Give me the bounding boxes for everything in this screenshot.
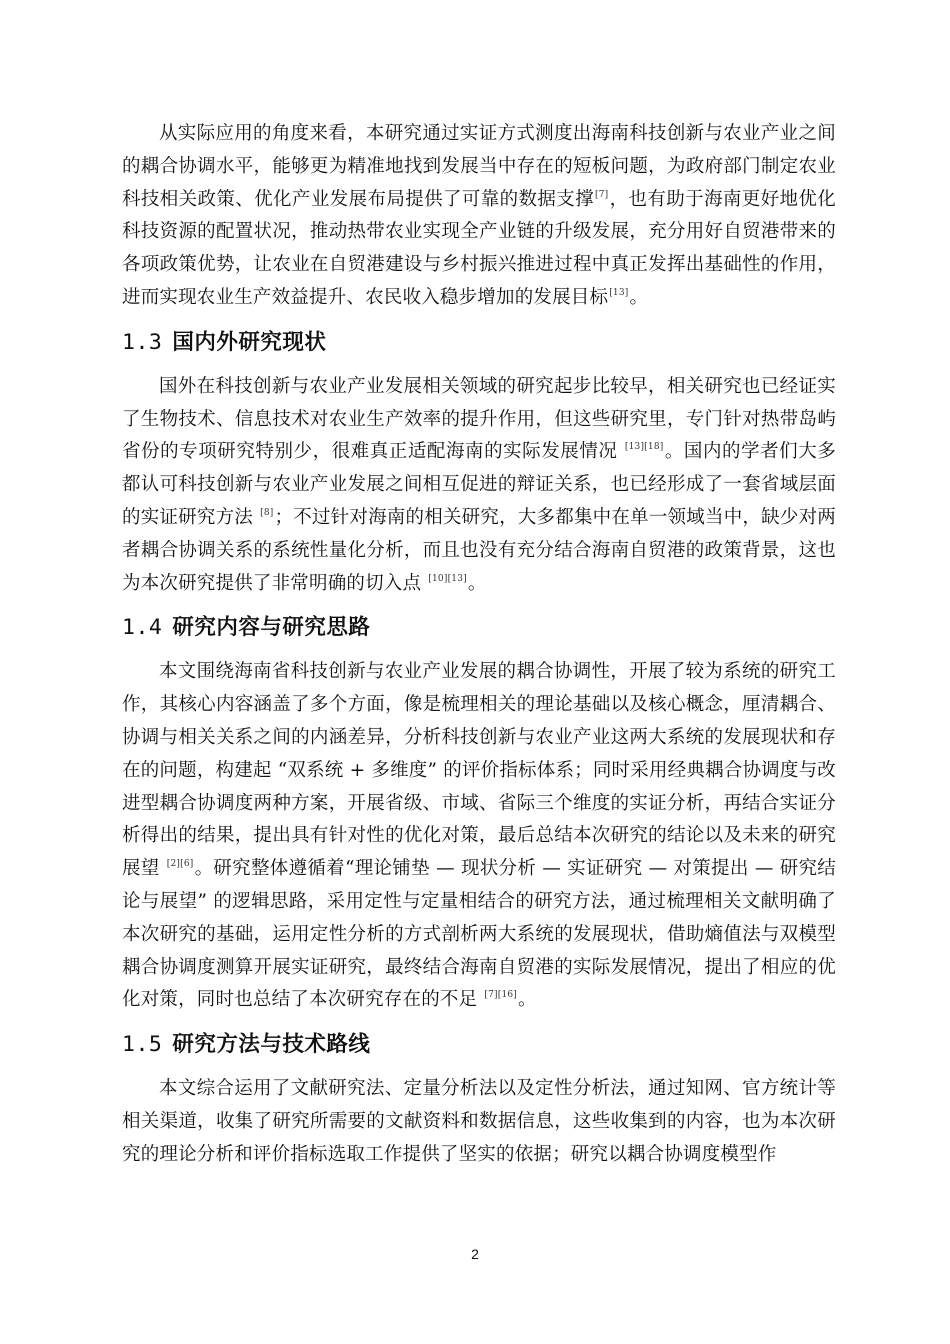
- citation-ref: [2][6]: [166, 859, 194, 870]
- text-run: 。: [629, 286, 649, 308]
- citation-ref: [7]: [595, 189, 609, 200]
- page-body: [122, 118, 836, 1172]
- section-number: 1.3: [122, 329, 163, 355]
- page-number: 2: [471, 1246, 479, 1262]
- section-1-3-paragraph: [122, 371, 836, 601]
- text-run: ，也有助于海南更好地优化科技资源的配置状况，推动热带农业实现全产业链的升级发展，充分用好自贸港带来的各项政策优势，让农业在自贸港建设与乡村振兴推进过程中真正发挥出基础性的作用，进而实现农业生产效益提升、农民收入稳步增加的发展目标: [122, 188, 836, 308]
- citation-ref: [8]: [260, 507, 274, 518]
- section-title: 研究内容与研究思路: [172, 615, 371, 641]
- citation-ref: [13]: [609, 287, 629, 298]
- section-title: 国内外研究现状: [172, 329, 327, 355]
- text-run: 国外在科技创新与农业产业发展相关领域的研究起步比较早，相关研究也已经证实了生物技术、信息技术对农业生产效率的提升作用，但这些研究里，专门针对热带岛屿省份的专项研究特别少，很难真正适配海南的实际发展情况: [122, 375, 836, 463]
- section-heading-1-5: [122, 1023, 836, 1067]
- section-title: 研究方法与技术路线: [172, 1032, 371, 1058]
- text-run: 从实际应用的角度来看，本研究通过实证方式测度出海南科技创新与农业产业之间的耦合协调水平，能够更为精准地找到发展当中存在的短板问题，为政府部门制定农业科技相关政策、优化产业发展布局提供了可靠的数据支撑: [122, 123, 836, 210]
- text-run: 本文围绕海南省科技创新与农业产业发展的耦合协调性，开展了较为系统的研究工作，其核心内容涵盖了多个方面，像是梳理相关的理论基础以及核心概念，厘清耦合、协调与相关关系之间的内涵差异，分析科技创新与农业产业这两大系统的发展现状和存在的问题，构建起 “双系统 + 多维度” 的评价指标体系；同时采用经典耦合协调度与改进型耦合协调度两种方案，开展省级、市域、省际三个维度的实证分析，再结合实证分析得出的结果，提出具有针对性的优化对策，最后总结本次研究的结论以及未来的研究展望: [122, 661, 836, 880]
- section-heading-1-3: [122, 321, 836, 365]
- text-run: 本文综合运用了文献研究法、定量分析法以及定性分析法，通过知网、官方统计等相关渠道，收集了研究所需要的文献资料和数据信息，这些收集到的内容，也为本次研究的理论分析和评价指标选取工作提供了坚实的依据；研究以耦合协调度模型作: [122, 1078, 836, 1165]
- text-run: ；不过针对海南的相关研究，大多都集中在单一领域当中，缺少对两者耦合协调关系的系统性量化分析，而且也没有充分结合海南自贸港的政策背景，这也为本次研究提供了非常明确的切入点: [122, 506, 836, 594]
- section-number: 1.5: [122, 1032, 163, 1058]
- text-run: 。研究整体遵循着“理论铺垫 — 现状分析 — 实证研究 — 对策提出 — 研究结论与展望” 的逻辑思路，采用定性与定量相结合的研究方法，通过梳理相关文献明确了本次研究的基础，运用定性分析的方式剖析两大系统的发展现状，借助熵值法与双模型耦合协调度测算开展实证研究，最终结合海南自贸港的实际发展情况，提出了相应的优化对策，同时也总结了本次研究存在的不足: [122, 858, 836, 1011]
- section-1-5-paragraph: [122, 1073, 836, 1171]
- section-1-4-paragraph: [122, 656, 836, 1017]
- section-heading-1-4: [122, 606, 836, 650]
- section-number: 1.4: [122, 615, 163, 641]
- intro-paragraph: [122, 118, 836, 315]
- text-run: 。国内的学者们大多都认可科技创新与农业产业发展之间相互促进的辩证关系，也已经形成了一套省域层面的实证研究方法: [122, 441, 836, 528]
- citation-ref: [7][16]: [484, 990, 518, 1001]
- text-run: 。: [467, 572, 487, 594]
- citation-ref: [13][18]: [624, 442, 664, 453]
- text-run: 。: [518, 989, 537, 1011]
- citation-ref: [10][13]: [428, 573, 467, 584]
